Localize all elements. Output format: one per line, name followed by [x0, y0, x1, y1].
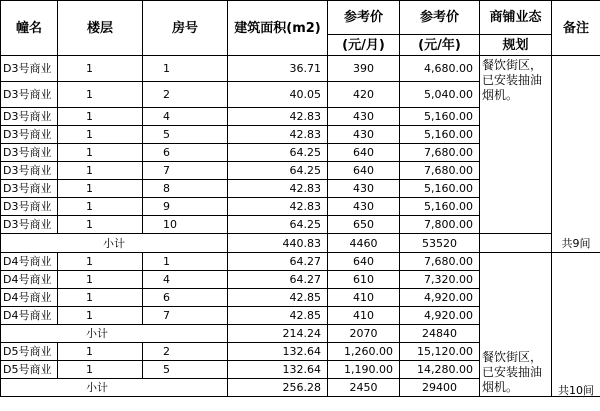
- cell-name: D3号商业: [1, 144, 58, 162]
- cell-name: D4号商业: [1, 289, 58, 307]
- header-room: 房号: [143, 1, 228, 56]
- cell-floor: 1: [58, 56, 143, 82]
- header-plan: 商铺业态: [480, 1, 552, 35]
- cell-room: 1: [143, 56, 228, 82]
- header-name: 幢名: [1, 1, 58, 56]
- cell-month: 610: [328, 271, 400, 289]
- subtotal-year: 29400: [400, 379, 480, 397]
- cell-room: 2: [143, 82, 228, 108]
- subtotal-label: 小计: [1, 379, 228, 397]
- cell-month: 430: [328, 180, 400, 198]
- cell-month: 1,260.00: [328, 343, 400, 361]
- cell-room: 6: [143, 289, 228, 307]
- subtotal-year: 24840: [400, 325, 480, 343]
- cell-area: 42.83: [228, 198, 328, 216]
- cell-year: 4,680.00: [400, 56, 480, 82]
- cell-floor: 1: [58, 162, 143, 180]
- header-area: 建筑面积(m2): [228, 1, 328, 56]
- cell-area: 64.27: [228, 271, 328, 289]
- cell-floor: 1: [58, 307, 143, 325]
- cell-floor: 1: [58, 126, 143, 144]
- cell-name: D4号商业: [1, 253, 58, 271]
- subtotal-month: 2070: [328, 325, 400, 343]
- cell-name: D3号商业: [1, 162, 58, 180]
- header-price-month-unit: (元/月): [328, 35, 400, 56]
- cell-year: 7,680.00: [400, 162, 480, 180]
- subtotal-label: 小计: [1, 325, 228, 343]
- cell-room: 7: [143, 307, 228, 325]
- header-remark: 备注: [552, 1, 600, 56]
- cell-month: 640: [328, 144, 400, 162]
- subtotal-year: 53520: [400, 234, 480, 253]
- cell-month: 430: [328, 108, 400, 126]
- header-plan-sub: 规划: [480, 35, 552, 56]
- cell-room: 10: [143, 216, 228, 234]
- cell-name: D3号商业: [1, 198, 58, 216]
- cell-year: 4,920.00: [400, 289, 480, 307]
- cell-area: 64.25: [228, 144, 328, 162]
- cell-name: D3号商业: [1, 82, 58, 108]
- cell-room: 8: [143, 180, 228, 198]
- cell-month: 650: [328, 216, 400, 234]
- cell-area: 64.27: [228, 253, 328, 271]
- cell-year: 5,160.00: [400, 126, 480, 144]
- cell-room: 9: [143, 198, 228, 216]
- cell-year: 14,280.00: [400, 361, 480, 379]
- cell-name: D3号商业: [1, 126, 58, 144]
- table-row: [1, 253, 600, 271]
- cell-room: 4: [143, 271, 228, 289]
- subtotal-month: 4460: [328, 234, 400, 253]
- header-price-month: 参考价: [328, 1, 400, 35]
- cell-area: 42.83: [228, 126, 328, 144]
- cell-room: 5: [143, 361, 228, 379]
- header-price-year: 参考价: [400, 1, 480, 35]
- cell-area: 36.71: [228, 56, 328, 82]
- cell-name: D4号商业: [1, 271, 58, 289]
- cell-month: 410: [328, 307, 400, 325]
- cell-floor: 1: [58, 289, 143, 307]
- cell-name: D3号商业: [1, 108, 58, 126]
- cell-area: 64.25: [228, 162, 328, 180]
- cell-area: 42.83: [228, 180, 328, 198]
- cell-month: 410: [328, 289, 400, 307]
- cell-name: D5号商业: [1, 343, 58, 361]
- cell-year: 5,040.00: [400, 82, 480, 108]
- cell-floor: 1: [58, 198, 143, 216]
- cell-room: 2: [143, 343, 228, 361]
- cell-floor: 1: [58, 271, 143, 289]
- subtotal-month: 2450: [328, 379, 400, 397]
- cell-year: 15,120.00: [400, 343, 480, 361]
- cell-month: 420: [328, 82, 400, 108]
- subtotal-area: 256.28: [228, 379, 328, 397]
- cell-year: 7,680.00: [400, 144, 480, 162]
- cell-plan: 餐饮街区，已安装抽油烟机。: [480, 253, 552, 397]
- subtotal-area: 440.83: [228, 234, 328, 253]
- cell-room: 7: [143, 162, 228, 180]
- cell-area: 40.05: [228, 82, 328, 108]
- cell-plan: 餐饮街区，已安装抽油烟机。: [480, 56, 552, 234]
- cell-month: 640: [328, 253, 400, 271]
- cell-floor: 1: [58, 216, 143, 234]
- table-row: [1, 56, 600, 82]
- cell-floor: 1: [58, 144, 143, 162]
- cell-room: 6: [143, 144, 228, 162]
- cell-year: 7,680.00: [400, 253, 480, 271]
- cell-floor: 1: [58, 343, 143, 361]
- cell-remark: 共9间: [552, 56, 600, 253]
- cell-month: 390: [328, 56, 400, 82]
- cell-area: 132.64: [228, 343, 328, 361]
- cell-year: 4,920.00: [400, 307, 480, 325]
- header-price-year-unit: (元/年): [400, 35, 480, 56]
- cell-room: 1: [143, 253, 228, 271]
- subtotal-area: 214.24: [228, 325, 328, 343]
- cell-floor: 1: [58, 108, 143, 126]
- cell-area: 42.85: [228, 289, 328, 307]
- cell-floor: 1: [58, 82, 143, 108]
- cell-year: 7,800.00: [400, 216, 480, 234]
- cell-year: 5,160.00: [400, 198, 480, 216]
- cell-floor: 1: [58, 361, 143, 379]
- cell-name: D5号商业: [1, 361, 58, 379]
- cell-month: 1,190.00: [328, 361, 400, 379]
- subtotal-label: 小计: [1, 234, 228, 253]
- cell-month: 640: [328, 162, 400, 180]
- cell-name: D3号商业: [1, 180, 58, 198]
- cell-area: 42.85: [228, 307, 328, 325]
- cell-floor: 1: [58, 180, 143, 198]
- cell-room: 5: [143, 126, 228, 144]
- cell-month: 430: [328, 198, 400, 216]
- cell-room: 4: [143, 108, 228, 126]
- cell-year: 7,320.00: [400, 271, 480, 289]
- cell-month: 430: [328, 126, 400, 144]
- cell-area: 132.64: [228, 361, 328, 379]
- cell-area: 64.25: [228, 216, 328, 234]
- cell-year: 5,160.00: [400, 108, 480, 126]
- header-floor: 楼层: [58, 1, 143, 56]
- cell-area: 42.83: [228, 108, 328, 126]
- cell-name: D4号商业: [1, 307, 58, 325]
- table-row: [1, 234, 600, 253]
- cell-year: 5,160.00: [400, 180, 480, 198]
- cell-floor: 1: [58, 253, 143, 271]
- cell-name: D3号商业: [1, 216, 58, 234]
- cell-empty: [480, 234, 552, 253]
- cell-remark: 共10间: [552, 253, 600, 397]
- cell-name: D3号商业: [1, 56, 58, 82]
